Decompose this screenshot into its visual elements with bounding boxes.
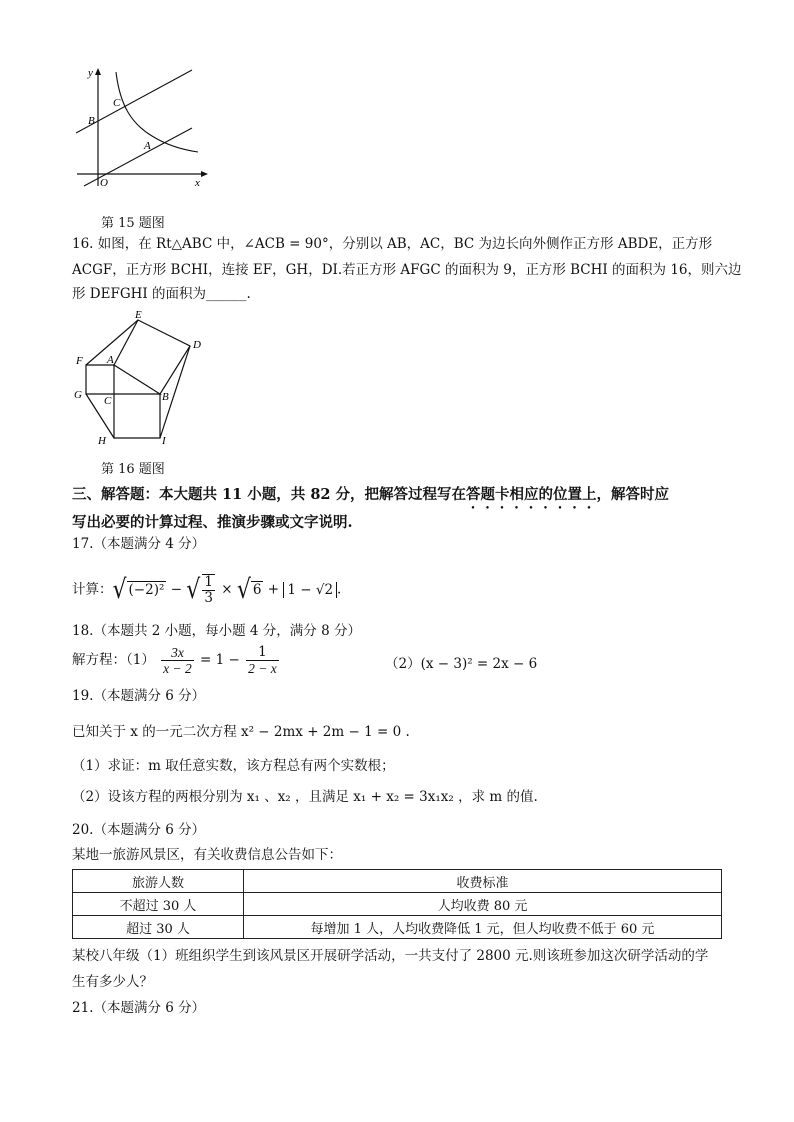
q17-frac-den: 3	[204, 590, 213, 606]
q19-part-2: （2）设该方程的两根分别为 x₁ 、x₂ ，且满足 x₁ + x₂ = 3x₁x₂ ，求 m 的值.	[72, 789, 538, 805]
q16-line-3: 形 DEFGHI 的面积为______.	[72, 286, 251, 302]
q17-times: ×	[221, 581, 233, 598]
fig16-label-I: I	[162, 435, 166, 447]
figure-16	[72, 308, 212, 450]
fig15-label-A: A	[144, 140, 151, 152]
q19-part-1: （1）求证：m 取任意实数，该方程总有两个实数根；	[72, 758, 395, 774]
section-3-text-b: ，解答时应	[596, 486, 670, 503]
q17-term-1: (−2)²	[128, 581, 165, 598]
q16-line-2: ACGF，正方形 BCHI，连接 EF，GH，DI.若正方形 AFGC 的面积为 9，正方形 BCHI 的面积为 16，则六边	[72, 262, 742, 278]
section-3-heading-2: 写出必要的计算过程、推演步骤或文字说明.	[72, 514, 353, 531]
q19-stem: 已知关于 x 的一元二次方程 x² − 2mx + 2m − 1 = 0 .	[72, 724, 410, 740]
q18-f2-den: 2 − x	[248, 661, 277, 676]
q20-header: 20.（本题满分 6 分）	[72, 822, 206, 838]
q20-question-line-2: 生有多少人？	[72, 974, 153, 990]
figure-15-caption: 第 15 题图	[101, 216, 165, 231]
table-cell: 每增加 1 人，人均收费降低 1 元，但人均收费不低于 60 元	[244, 916, 722, 939]
fig16-label-C: C	[104, 395, 112, 407]
q18-equation-1	[72, 645, 281, 676]
fig16-label-E: E	[135, 309, 142, 321]
section-3-text-a: 三、解答题：本大题共 11 小题，共 82 分，把解答过程写在	[72, 486, 467, 503]
q17-minus: −	[170, 581, 182, 598]
q17-sqrt6: 6	[252, 581, 262, 598]
fig15-label-x: x	[195, 177, 200, 189]
fig16-label-G: G	[74, 389, 82, 401]
fig15-label-C: C	[113, 97, 121, 109]
q18-header: 18.（本题共 2 小题，每小题 4 分，满分 8 分）	[72, 623, 361, 639]
figure-16-caption: 第 16 题图	[101, 462, 165, 477]
q18-f2-num: 1	[246, 645, 279, 661]
fig16-label-A: A	[107, 354, 114, 366]
table-header: 旅游人数	[73, 870, 244, 893]
fig16-label-H: H	[98, 435, 106, 447]
table-cell: 不超过 30 人	[73, 893, 244, 916]
fig15-label-B: B	[88, 115, 95, 127]
table-row	[73, 916, 722, 939]
q17-expression: 计算：√ (−2)² − √ $\frac{1}{3}$ × √ 6 + 1 − √2 .	[72, 574, 342, 606]
section-3-emphasis: 答题卡相应的位置上	[466, 486, 597, 503]
fig15-label-y: y	[88, 67, 93, 79]
fee-table	[72, 869, 722, 939]
table-cell: 超过 30 人	[73, 916, 244, 939]
section-3-heading	[72, 483, 669, 512]
q17-header: 17.（本题满分 4 分）	[72, 536, 206, 552]
fig16-label-F: F	[76, 355, 83, 367]
q18-eq-mid: = 1 −	[200, 652, 240, 668]
q20-intro: 某地一旅游风景区，有关收费信息公告如下：	[72, 847, 342, 863]
table-header: 收费标准	[244, 870, 722, 893]
q20-question-line-1: 某校八年级（1）班组织学生到该风景区开展研学活动，一共支付了 2800 元.则该班参加这次研学活动的学	[72, 948, 709, 964]
fig16-label-D: D	[193, 339, 201, 351]
q18-f1-num: 3x	[161, 645, 194, 661]
table-header-row	[73, 870, 722, 893]
table-cell: 人均收费 80 元	[244, 893, 722, 916]
q17-abs: 1 − √2	[283, 582, 337, 598]
q21-header: 21.（本题满分 6 分）	[72, 1000, 206, 1016]
q17-plus: +	[267, 581, 280, 598]
q16-line-1: 16. 如图，在 Rt△ABC 中，∠ACB = 90°，分别以 AB，AC，BC 为边长向外侧作正方形 ABDE，正方形	[72, 236, 713, 252]
fig16-label-B: B	[162, 391, 169, 403]
q19-header: 19.（本题满分 6 分）	[72, 688, 206, 704]
table-row	[73, 893, 722, 916]
q18-prefix: 解方程：（1）	[72, 652, 155, 668]
q17-prefix: 计算：	[72, 581, 113, 598]
q18-f1-den: x − 2	[163, 661, 192, 676]
q18-equation-2: （2）(x − 3)² = 2x − 6	[385, 656, 538, 672]
figure-15	[72, 66, 212, 192]
q17-end: .	[337, 581, 342, 598]
fig15-label-O: O	[100, 177, 108, 189]
q17-frac-num: 1	[204, 574, 213, 590]
